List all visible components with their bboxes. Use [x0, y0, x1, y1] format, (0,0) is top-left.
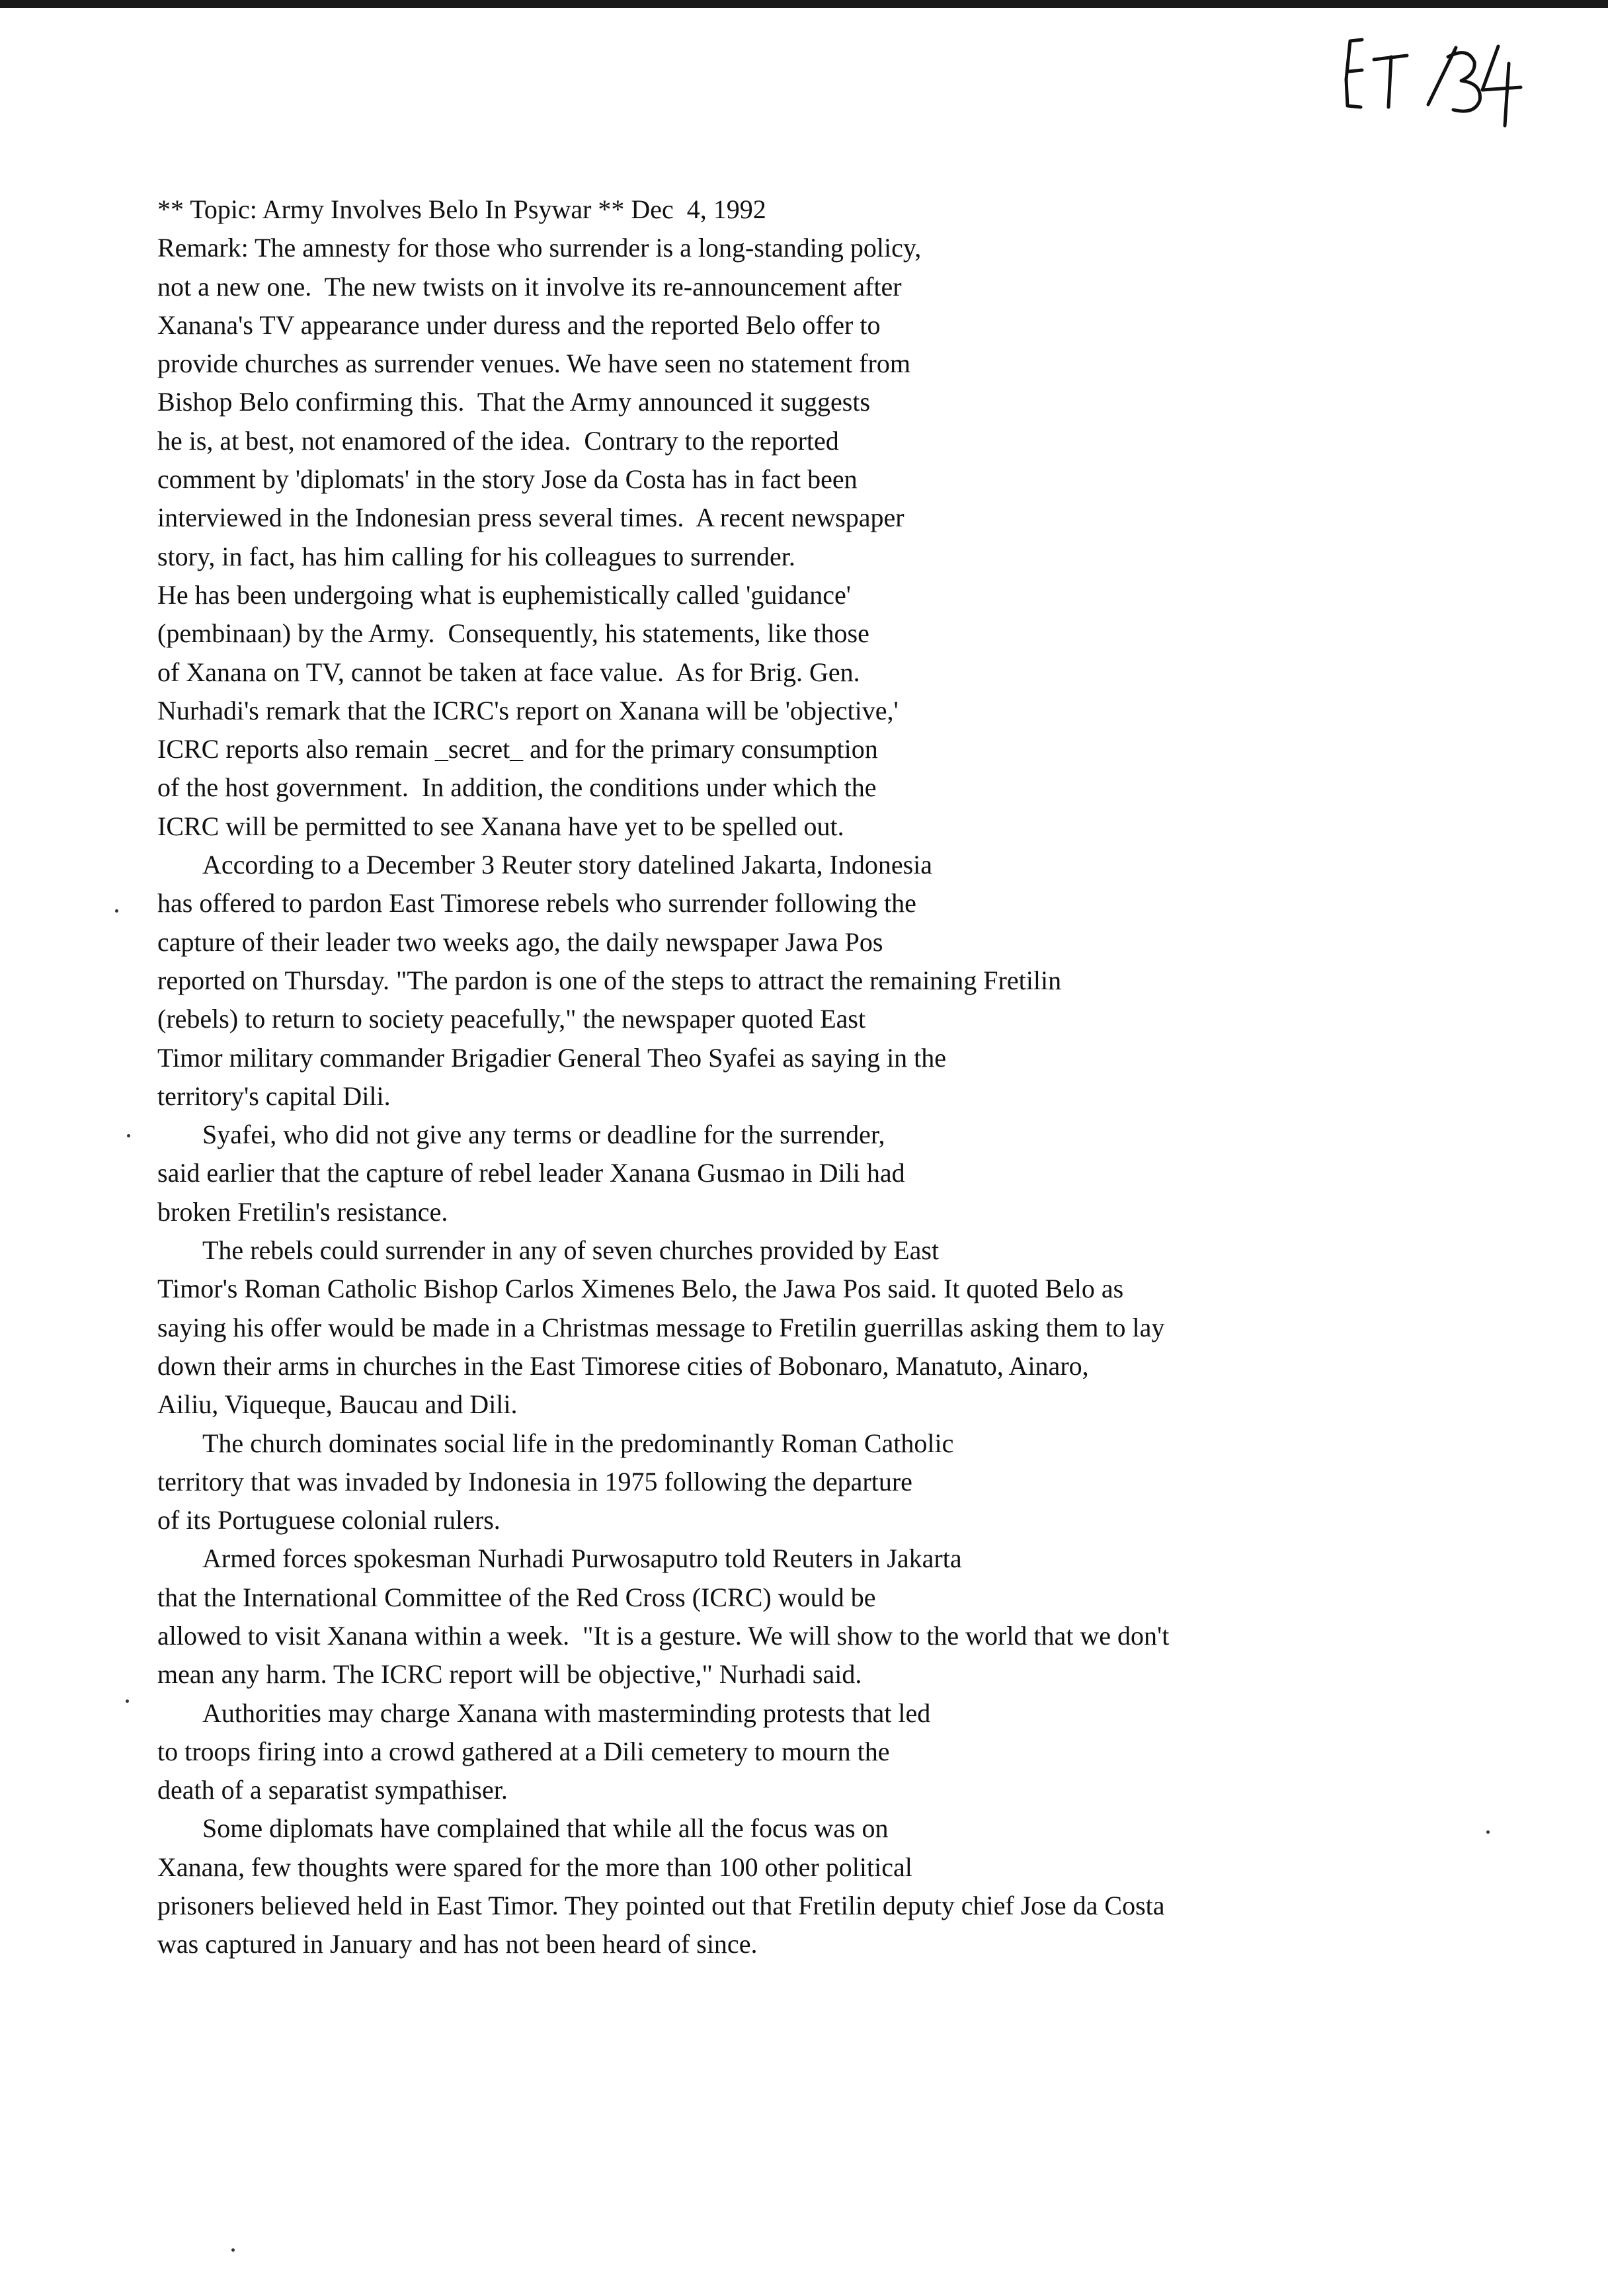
document-line: down their arms in churches in the East Timorese cities of Bobonaro, Manatuto, Ainaro, [157, 1350, 1089, 1381]
document-line: territory's capital Dili. [157, 1081, 391, 1111]
document-line: of Xanana on TV, cannot be taken at face value. As for Brig. Gen. [157, 657, 860, 687]
document-line: capture of their leader two weeks ago, the daily newspaper Jawa Pos [157, 926, 883, 957]
document-line: (pembinaan) by the Army. Consequently, his statements, like those [157, 618, 869, 649]
document-line: Syafei, who did not give any terms or deadline for the surrender, [202, 1120, 885, 1150]
document-line: reported on Thursday. "The pardon is one of the steps to attract the remaining Fretilin [157, 965, 1062, 995]
document-line: Xanana's TV appearance under duress and the reported Belo offer to [157, 309, 881, 340]
document-line: comment by 'diplomats' in the story Jose da Costa has in fact been [157, 464, 858, 495]
scan-speck [231, 2248, 235, 2252]
document-line: not a new one. The new twists on it involve its re-announcement after [157, 271, 902, 302]
document-line: he is, at best, not enamored of the idea. Contrary to the reported [157, 425, 839, 456]
document-line: Remark: The amnesty for those who surrender is a long-standing policy, [157, 233, 922, 263]
document-line: (rebels) to return to society peacefully," the newspaper quoted East [157, 1004, 866, 1034]
document-line: Nurhadi's remark that the ICRC's report on Xanana will be 'objective,' [157, 695, 899, 725]
document-line: Some diplomats have complained that while all the focus was on [202, 1813, 889, 1844]
scan-speck [1486, 1830, 1490, 1834]
document-line: said earlier that the capture of rebel leader Xanana Gusmao in Dili had [157, 1158, 905, 1188]
scan-speck [115, 909, 118, 913]
document-line: Timor's Roman Catholic Bishop Carlos Ximenes Belo, the Jawa Pos said. It quoted Belo as [157, 1274, 1124, 1304]
document-line: ICRC reports also remain _secret_ and for the primary consumption [157, 734, 878, 764]
handwritten-annotation-drawing [1336, 26, 1534, 139]
document-line: Timor military commander Brigadier General Theo Syafei as saying in the [157, 1042, 947, 1073]
document-line: According to a December 3 Reuter story datelined Jakarta, Indonesia [202, 850, 933, 880]
document-line: ** Topic: Army Involves Belo In Psywar ** Dec 4, 1992 [157, 194, 766, 224]
scan-speck [127, 1134, 130, 1137]
document-body [157, 190, 1480, 1964]
document-line: of the host government. In addition, the conditions under which the [157, 772, 877, 803]
document-line: mean any harm. The ICRC report will be objective," Nurhadi said. [157, 1659, 862, 1690]
document-line: territory that was invaded by Indonesia in 1975 following the departure [157, 1466, 912, 1496]
document-line: Armed forces spokesman Nurhadi Purwosaputro told Reuters in Jakarta [202, 1543, 962, 1574]
document-line: Xanana, few thoughts were spared for the more than 100 other political [157, 1852, 912, 1882]
document-line: prisoners believed held in East Timor. They pointed out that Fretilin deputy chief Jose da Costa [157, 1891, 1165, 1921]
document-line: He has been undergoing what is euphemistically called 'guidance' [157, 579, 851, 610]
document-line: was captured in January and has not been heard of since. [157, 1929, 758, 1959]
document-line: story, in fact, has him calling for his colleagues to surrender. [157, 541, 795, 571]
document-line: Ailiu, Viqueque, Baucau and Dili. [157, 1389, 518, 1420]
scan-top-edge [0, 0, 1608, 8]
scan-speck [126, 1700, 129, 1703]
handwritten-annotation [1336, 26, 1534, 139]
document-line: that the International Committee of the Red Cross (ICRC) would be [157, 1582, 876, 1612]
document-line: Authorities may charge Xanana with masterminding protests that led [202, 1698, 931, 1728]
document-line: of its Portuguese colonial rulers. [157, 1505, 501, 1536]
document-line: The church dominates social life in the predominantly Roman Catholic [202, 1428, 954, 1458]
document-line: Bishop Belo confirming this. That the Army announced it suggests [157, 387, 871, 417]
document-line: allowed to visit Xanana within a week. "It is a gesture. We will show to the world that we don't [157, 1620, 1170, 1651]
document-line: has offered to pardon East Timorese rebels who surrender following the [157, 888, 916, 919]
document-line: broken Fretilin's resistance. [157, 1196, 448, 1227]
document-line: to troops firing into a crowd gathered at a Dili cemetery to mourn the [157, 1736, 890, 1766]
document-line: saying his offer would be made in a Christmas message to Fretilin guerrillas asking them to lay [157, 1312, 1165, 1342]
document-line: interviewed in the Indonesian press several times. A recent newspaper [157, 503, 904, 533]
document-line: death of a separatist sympathiser. [157, 1775, 508, 1805]
document-line: provide churches as surrender venues. We have seen no statement from [157, 348, 910, 379]
document-line: ICRC will be permitted to see Xanana have yet to be spelled out. [157, 811, 844, 841]
document-line: The rebels could surrender in any of seven churches provided by East [202, 1235, 940, 1266]
